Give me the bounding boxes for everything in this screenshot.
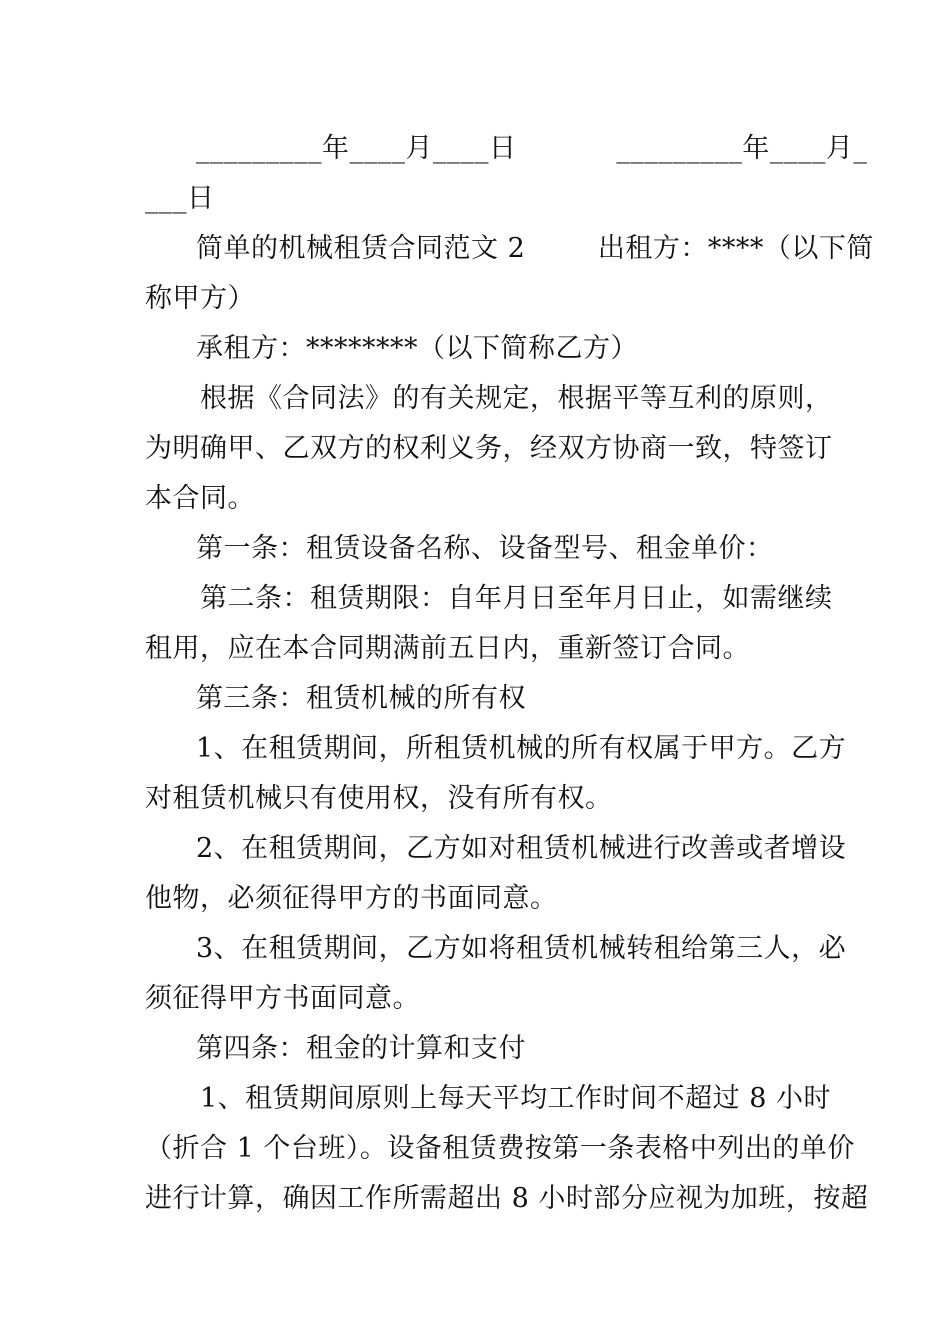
article-3-clause: 1、在租赁期间，所租赁机械的所有权属于甲方。乙方: [196, 733, 847, 764]
article-4-clause: 进行计算，确因工作所需超出 8 小时部分应视为加班，按超: [145, 1183, 869, 1214]
preamble-line: 本合同。: [145, 483, 255, 514]
date-line-2: ___日: [145, 183, 215, 214]
document-title: 简单的机械租赁合同范文 2 出租方：****（以下简: [196, 233, 874, 264]
article-4-clause: （折合 1 个台班）。设备租赁费按第一条表格中列出的单价: [145, 1133, 855, 1164]
article-3-clause: 他物，必须征得甲方的书面同意。: [145, 883, 558, 914]
article-3-heading: 第三条：租赁机械的所有权: [196, 683, 526, 714]
date-line-1: _________年____月____日 _________年____月_: [196, 133, 868, 164]
article-4-heading: 第四条：租金的计算和支付: [196, 1033, 526, 1064]
article-2-text: 租用，应在本合同期满前五日内，重新签订合同。: [145, 633, 750, 664]
article-2-text: 第二条：租赁期限：自年月日至年月日止，如需继续: [200, 583, 833, 614]
article-3-clause: 3、在租赁期间，乙方如将租赁机械转租给第三人，必: [196, 933, 847, 964]
article-3-clause: 须征得甲方书面同意。: [145, 983, 420, 1014]
article-1-heading: 第一条：租赁设备名称、设备型号、租金单价：: [196, 533, 774, 564]
article-3-clause: 对租赁机械只有使用权，没有所有权。: [145, 783, 613, 814]
preamble-line: 为明确甲、乙双方的权利义务，经双方协商一致，特签订: [145, 433, 833, 464]
article-3-clause: 2、在租赁期间，乙方如对租赁机械进行改善或者增设: [196, 833, 847, 864]
preamble-line: 根据《合同法》的有关规定，根据平等互利的原则，: [200, 383, 833, 414]
article-4-clause: 1、租赁期间原则上每天平均工作时间不超过 8 小时: [200, 1083, 832, 1114]
lessee-line: 承租方：********（以下简称乙方）: [196, 333, 638, 364]
lessor-line: 称甲方）: [145, 283, 255, 314]
